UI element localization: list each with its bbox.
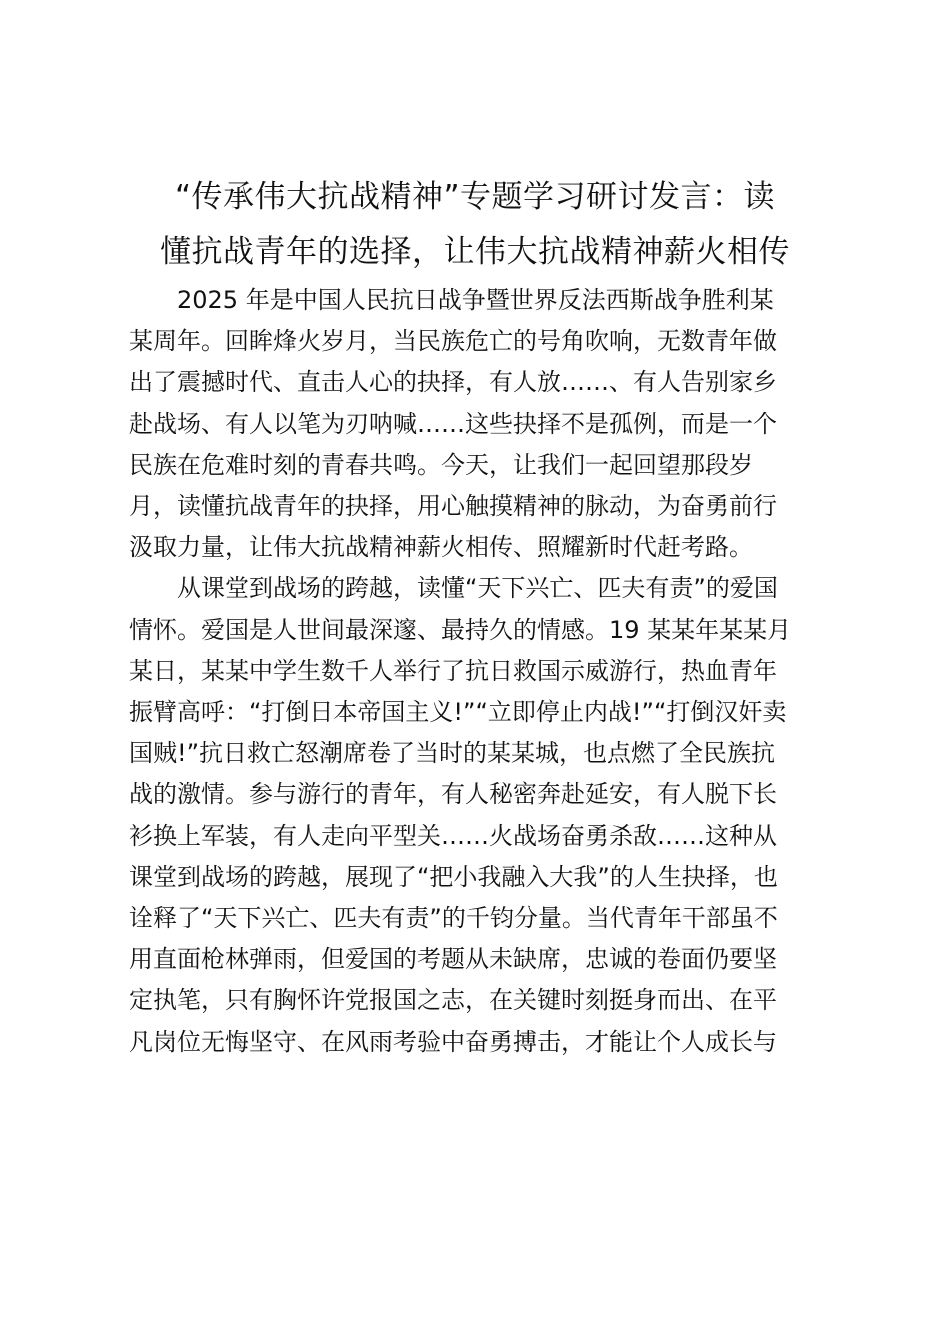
text-line: 凡岗位无悔坚守、在风雨考验中奋勇搏击，才能让个人成长与 xyxy=(129,1027,777,1056)
text-line: 战的激情。参与游行的青年，有人秘密奔赴延安，有人脱下长 xyxy=(129,780,777,809)
text-line: 2025 年是中国人民抗日战争暨世界反法西斯战争胜利某 xyxy=(177,286,774,314)
document-title xyxy=(118,170,832,280)
text-line: 月，读懂抗战青年的抉择，用心触摸精神的脉动，为奋勇前行 xyxy=(129,492,777,521)
text-line: 衫换上军装，有人走向平型关……火战场奋勇杀敌……这种从 xyxy=(129,821,777,850)
title-line: “传承伟大抗战精神”专题学习研讨发言：读 xyxy=(174,179,776,215)
paragraph-2 xyxy=(129,568,823,1062)
text-line: 课堂到战场的跨越，展现了“把小我融入大我”的人生抉择，也 xyxy=(129,862,778,891)
text-line: 某日，某某中学生数千人举行了抗日救国示威游行，热血青年 xyxy=(129,656,777,685)
text-line: 出了震撼时代、直击人心的抉择，有人放……、有人告别家乡 xyxy=(129,368,777,397)
text-line: 定执笔，只有胸怀许党报国之志，在关键时刻挺身而出、在平 xyxy=(129,986,777,1015)
text-line: 汲取力量，让伟大抗战精神薪火相传、照耀新时代赶考路。 xyxy=(129,533,753,562)
paragraph-1 xyxy=(129,280,823,568)
text-line: 从课堂到战场的跨越，读懂“天下兴亡、匹夫有责”的爱国 xyxy=(177,574,778,603)
text-line: 用直面枪林弹雨，但爱国的考题从未缺席，忠诚的卷面仍要坚 xyxy=(129,945,777,974)
text-line: 振臂高呼：“打倒日本帝国主义!”“立即停止内战!”“打倒汉奸卖 xyxy=(129,698,787,727)
text-line: 国贼!”抗日救亡怒潮席卷了当时的某某城，也点燃了全民族抗 xyxy=(129,739,776,768)
document-body xyxy=(129,280,823,1063)
text-line: 诠释了“天下兴亡、匹夫有责”的千钧分量。当代青年干部虽不 xyxy=(129,904,778,933)
text-line: 情怀。爱国是人世间最深邃、最持久的情感。19 某某年某某月 xyxy=(129,615,792,644)
text-line: 赴战场、有人以笔为刃呐喊……这些抉择不是孤例，而是一个 xyxy=(129,409,777,438)
title-line: 懂抗战青年的选择，让伟大抗战精神薪火相传 xyxy=(160,234,790,270)
text-line: 某周年。回眸烽火岁月，当民族危亡的号角吹响，无数青年做 xyxy=(129,327,777,356)
text-line: 民族在危难时刻的青春共鸣。今天，让我们一起回望那段岁 xyxy=(129,450,753,479)
